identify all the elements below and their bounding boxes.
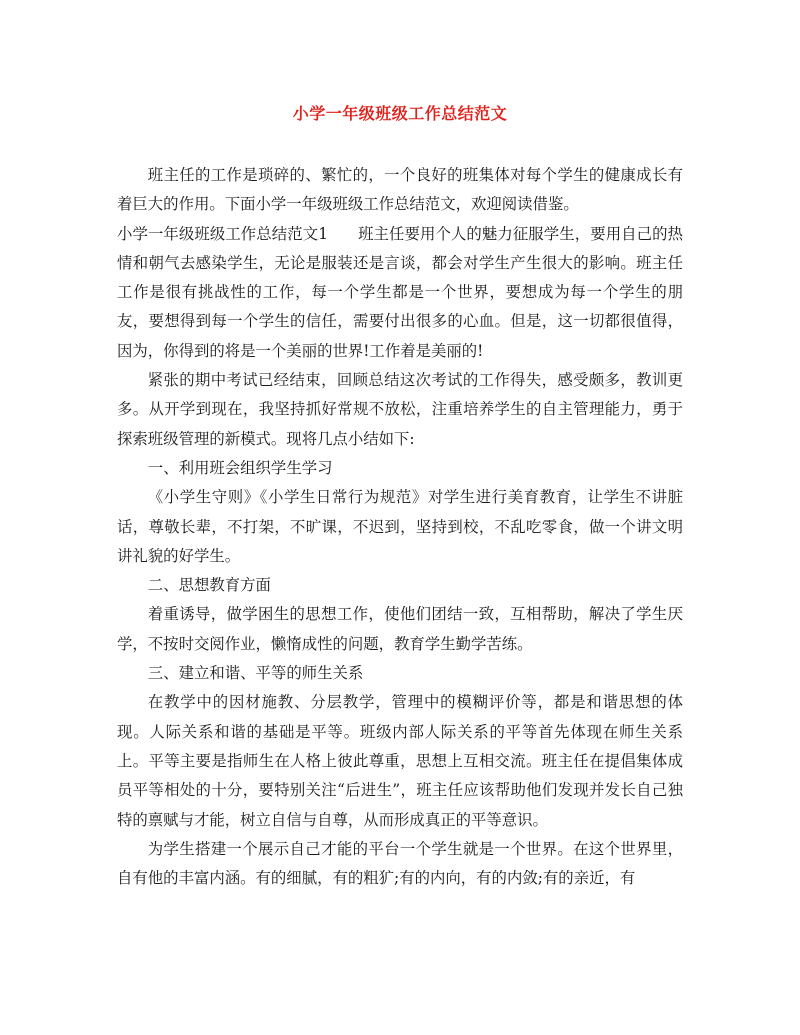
article-heading: 小学一年级班级工作总结范文1 (117, 224, 328, 243)
paragraph-harmony: 在教学中的因材施教、分层教学，管理中的模糊评价等，都是和谐思想的体现。人际关系和谐的基础是平等。班级内部人际关系的平等首先体现在师生关系上。平等主要是指师生在人格上彼此尊重，思想上互相交流。班主任在提倡集体成员平等相处的十分，要特别关注“后进生”，班主任应该帮助他们发现并发长自己独特的禀赋与才能，树立自信与自尊，从而形成真正的平等意识。 (117, 693, 683, 829)
paragraph-rules: 《小学生守则》《小学生日常行为规范》对学生进行美育教育，让学生不讲脏话，尊敬长辈，不打架，不旷课，不迟到，坚持到校，不乱吃零食，做一个讲文明讲礼貌的好学生。 (117, 488, 683, 565)
paragraph-midterm: 紧张的期中考试已经结束，回顾总结这次考试的工作得失，感受颇多，教训更多。从开学到现在，我坚持抓好常规不放松，注重培养学生的自主管理能力，勇于探索班级管理的新模式。现将几点小结如下: (117, 371, 683, 448)
section-heading-3: 三、建立和谐、平等的师生关系 (147, 664, 364, 683)
paragraph-intro: 班主任的工作是琐碎的、繁忙的，一个良好的班集体对每个学生的健康成长有着巨大的作用。下面小学一年级班级工作总结范文，欢迎阅读借鉴。 (117, 166, 683, 214)
paragraph-thought: 着重诱导，做学困生的思想工作，使他们团结一致，互相帮助，解决了学生厌学，不按时交阅作业，懒惰成性的问题，教育学生勤学苦练。 (117, 605, 683, 653)
paragraph-article-1 (117, 220, 683, 366)
document-body (117, 161, 683, 893)
article-1-text: 班主任要用个人的魅力征服学生，要用自己的热情和朝气去感染学生，无论是服装还是言谈，都会对学生产生很大的影响。班主任工作是很有挑战性的工作，每一个学生都是一个世界，要想成为每一个学生的朋友，要想得到每一个学生的信任，需要付出很多的心血。但是，这一切都很值得，因为，你得到的将是一个美丽的世界!工作着是美丽的! (117, 224, 683, 360)
document-title: 小学一年级班级工作总结范文 (292, 104, 508, 123)
section-heading-2: 二、思想教育方面 (147, 576, 271, 595)
section-heading-1: 一、利用班会组织学生学习 (147, 458, 333, 477)
paragraph-platform: 为学生搭建一个展示自己才能的平台一个学生就是一个世界。在这个世界里，自有他的丰富内涵。有的细腻，有的粗犷;有的内向，有的内敛;有的亲近，有 (117, 839, 683, 888)
